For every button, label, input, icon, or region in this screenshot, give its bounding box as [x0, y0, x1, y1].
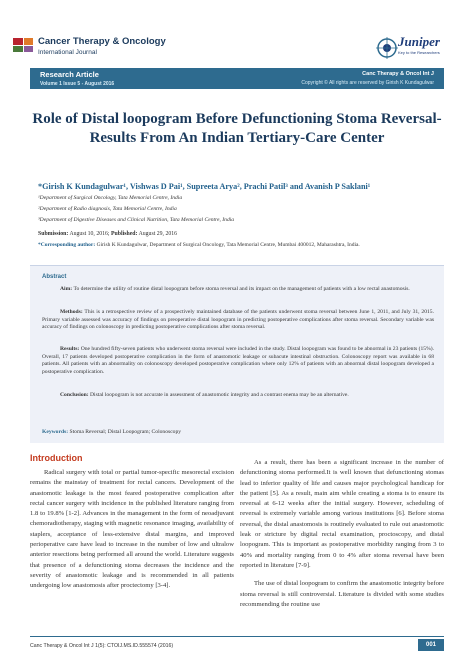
corresponding-author: [38, 242, 443, 248]
abstract-aim: [42, 286, 434, 294]
methods-label: Methods:: [60, 309, 83, 315]
aim-label: Aim:: [60, 286, 73, 292]
body-column-left: [30, 468, 234, 600]
title-line-2: Results From An Indian Tertiary-Care Center: [89, 129, 385, 146]
journal-abbrev: Canc Therapy & Oncol Int J: [362, 71, 434, 77]
conclusion-text: Distal loopogram is not accurate in assessment of anastomotic integrity and a contrast enema may be an alternative.: [90, 392, 349, 398]
affiliation-2: ²Department of Radio diagnosis, Tata Memorial Centre, India: [38, 206, 177, 212]
article-title: [30, 110, 444, 147]
aim-text: To determine the utility of routine distal loopogram before stoma reversal and its impact on the management of patients with a low rectal anastomosis.: [73, 286, 410, 292]
journal-header: [0, 0, 474, 64]
title-line-1: Role of Distal loopogram Before Defunctioning Stoma Reversal-: [32, 111, 442, 127]
body-column-right: [240, 458, 444, 618]
abstract-heading: Abstract: [42, 274, 67, 280]
submitted-date: August 10, 2016;: [69, 231, 110, 237]
paragraph: The use of distal loopogram to confirm the anastomotic integrity before stoma reversal is still controversial. Literature is divided with some studies recommending the routine use: [240, 580, 444, 608]
methods-text: This is a retrospective review of a prospectively maintained database of the patients underwent stoma reversal between June 1, 2011, and July 31, 2015. Primary variable assessed was accuracy of findings on preoperative distal loopogram in predicting postoperative complications after stoma reversal. Secondary variable was accuracy of findings on colonoscopy in predicting postoperative complications after stoma reversal.: [42, 309, 434, 331]
journal-logo-icon: [13, 38, 33, 52]
corresponding-text: Girish K Kundagulwar, Department of Surgical Oncology, Tata Memorial Centre, Mumbai 400012, Maharashtra, India.: [96, 242, 360, 248]
abstract-results: [42, 346, 434, 376]
results-label: Results:: [60, 346, 80, 352]
journal-name: Cancer Therapy & Oncology: [38, 36, 166, 47]
journal-subtitle: International Journal: [38, 49, 97, 56]
footer-citation: Canc Therapy & Oncol Int J 1(5): CTOIJ.MS.ID.555574 (2016): [30, 643, 174, 649]
abstract-box: [30, 265, 444, 443]
conclusion-label: Conclusion:: [60, 392, 89, 398]
copyright-notice: Copyright © All rights are reserved by Girish K Kundagulwar: [301, 80, 434, 86]
publisher-tagline: Key to the Researchers: [398, 50, 440, 55]
submitted-label: Submission:: [38, 231, 69, 237]
page-number: 001: [418, 639, 444, 651]
affiliation-1: ¹Department of Surgical Oncology, Tata Memorial Centre, India: [38, 195, 183, 201]
section-heading-introduction: Introduction: [30, 453, 83, 463]
paragraph: Radical surgery with total or partial tumor-specific mesorectal excision remains the mainstay of treatment for rectal cancers. Development of the anastomotic leakage is the most feared postoperative complication after rectal cancer surgery with incidence in the published literature ranging from 1.8 to 19.8% [1-2]. Advances in the management in the form of neoadjuvant chemoradiotherapy, staging with magnetic resonance imaging, availability of staplers, acceptance of less-extensive distal margins, and improved perioperative care have lead to increase in the number of low and ultralow anterior resections being performed all around the world. Literature suggests that presence of a defunctioning stoma decreases the incidence and the severity of anastomotic leakage and is recommended in all patients undergoing low anastomosis after proctectomy [3-4].: [30, 469, 234, 590]
publisher-name: Juniper: [398, 34, 440, 49]
affiliation-3: ³Department of Digestive Diseases and Clinical Nutrition, Tata Memorial Centre, India: [38, 217, 235, 223]
abstract-methods: [42, 309, 434, 332]
article-type: Research Article: [40, 70, 99, 79]
author-list: *Girish K Kundagulwar¹, Vishwas D Pai¹, Supreeta Arya², Prachi Patil³ and Avanish P Saklani¹: [38, 182, 371, 191]
article-banner: [30, 68, 444, 89]
corresponding-label: *Corresponding author:: [38, 242, 96, 248]
published-date: August 29, 2016: [138, 231, 178, 237]
keywords-text: Stoma Reversal; Distal Loopogram; Colonoscopy: [69, 429, 182, 435]
published-label: Published:: [111, 231, 138, 237]
results-text: One hundred fifty-seven patients who underwent stoma reversal were included in the study. Distal loopogram was found to be abnormal in 23 patients (15%). Overall, 17 patients developed postoperative complication in the form of anastomotic leakage or subacute intestinal obstruction. Colonoscopy report was available in 68 patients. All patients with an abnormality on colonoscopy developed postoperative complication where only 12% of patients with an abnormal distal loopogram developed a postoperative complication.: [42, 346, 434, 375]
footer-divider: [30, 636, 444, 637]
paragraph: As a result, there has been a significant increase in the number of defunctioning stoma performed.It is well known that defunctioning stomas lead to inferior quality of life and causes major psychological handicap for the patient [5]. As a result, main aim while creating a stoma is to ensure its reversal at 6-12 weeks after the initial surgery. However, scheduling of reversal is extremely variable among various institutions [6]. Before stoma reversal, the distal anastomosis is routinely evaluated to rule out anastomotic leak or stricture by digital rectal examination, proctoscopy, and distal loopogram. This is important as postoperative morbidity ranging from 3 to 40% and mortality ranging from 0 to 4% after stoma reversal have been reported in literature [7-9].: [240, 459, 444, 569]
submission-dates: [38, 231, 177, 237]
keywords: [42, 429, 181, 435]
abstract-conclusion: [42, 392, 434, 400]
volume-issue: Volume 1 Issue 5 - August 2016: [40, 81, 115, 87]
keywords-label: Keywords:: [42, 429, 69, 435]
